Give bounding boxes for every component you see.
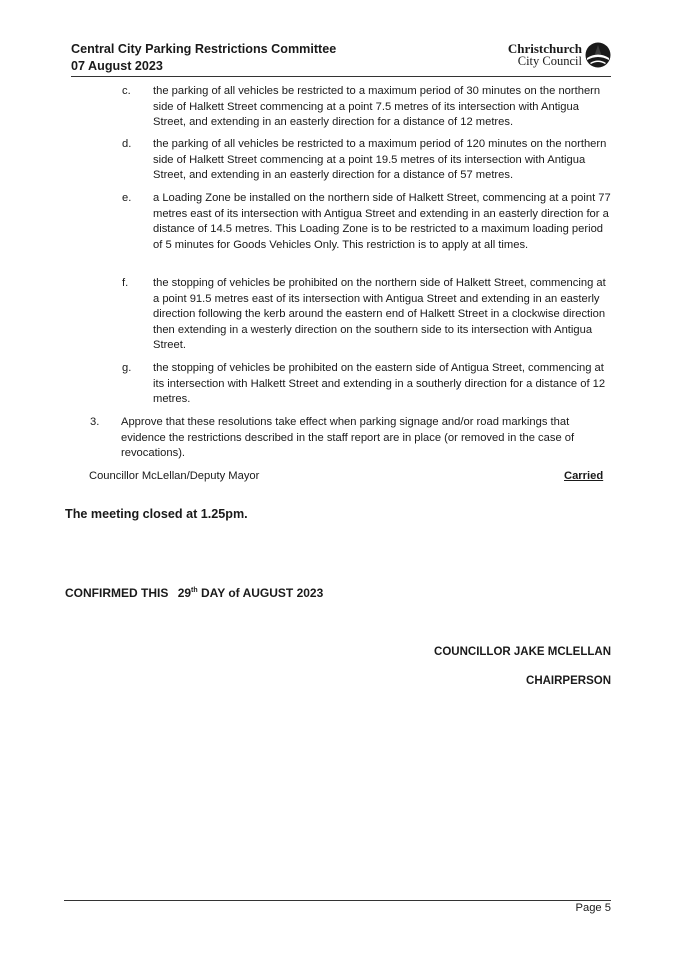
carried-status: Carried — [564, 470, 604, 482]
confirmed-day: 29 — [177, 586, 192, 600]
committee-name: Central City Parking Restrictions Committee — [71, 42, 337, 56]
signatory-name: COUNCILLOR JAKE MCLELLAN — [434, 646, 611, 658]
item-label: e. — [122, 192, 132, 204]
header-divider — [71, 76, 611, 77]
footer-divider — [64, 900, 611, 901]
item-text: a Loading Zone be installed on the northern side of Halkett Street, commencing at a point 77 metres east of its intersection with Antigua Street and extending in an easterly direction for a distance of 14.5 metres. This Loading Zone is to be restricted to a maximum loading period of 5 minutes for Goods Vehicles Only. This restriction is to apply at all times. — [153, 192, 611, 251]
item-label: g. — [122, 362, 132, 374]
council-logo — [508, 42, 611, 68]
page-header — [71, 41, 611, 75]
confirmed-prefix: CONFIRMED THIS — [65, 586, 169, 600]
confirmed-day-suffix: th — [191, 587, 198, 594]
page-number: Page 5 — [575, 902, 611, 914]
item-label: d. — [122, 138, 132, 150]
item-label: 3. — [90, 416, 100, 428]
item-text: the stopping of vehicles be prohibited on the eastern side of Antigua Street, commencing at its intersection with Halkett Street and extending in a southerly direction for a distance of 12 metres. — [153, 362, 606, 406]
confirmed-rest: DAY of AUGUST 2023 — [201, 586, 324, 600]
item-text: the stopping of vehicles be prohibited on the northern side of Halkett Street, commencing at a point 91.5 metres east of its intersection with Antigua Street and extending in an easterly direction following the kerb around the eastern end of Halkett Street in a clockwise direction then extending in a westerly direction on the southern side to its intersection with Antigua Street. — [153, 277, 606, 352]
confirmation-line — [65, 586, 323, 600]
item-text: the parking of all vehicles be restricted to a maximum period of 120 minutes on the northern side of Halkett Street commencing at a point 19.5 metres of its intersection with Antigua Street, and extending in an easterly direction for a distance of 57 metres. — [153, 138, 607, 182]
item-label: c. — [122, 85, 131, 97]
mover-seconder: Councillor McLellan/Deputy Mayor — [89, 470, 260, 482]
logo-line-2: City Council — [517, 54, 582, 68]
logo-line-1: Christchurch — [507, 41, 582, 56]
item-text: the parking of all vehicles be restricted to a maximum period of 30 minutes on the northern side of Halkett Street commencing at a point 7.5 metres of its intersection with Antigua Street, and extending in an easterly direction for a distance of 12 metres. — [153, 85, 601, 129]
item-label: f. — [122, 277, 129, 289]
signatory-role: CHAIRPERSON — [526, 675, 611, 687]
cathedral-emblem-icon — [585, 42, 611, 68]
meeting-date: 07 August 2023 — [71, 59, 163, 73]
item-text: Approve that these resolutions take effect when parking signage and/or road markings that evidence the restrictions described in the staff report are in place (or removed in the case of revocations). — [121, 416, 575, 460]
meeting-closed: The meeting closed at 1.25pm. — [65, 507, 248, 521]
